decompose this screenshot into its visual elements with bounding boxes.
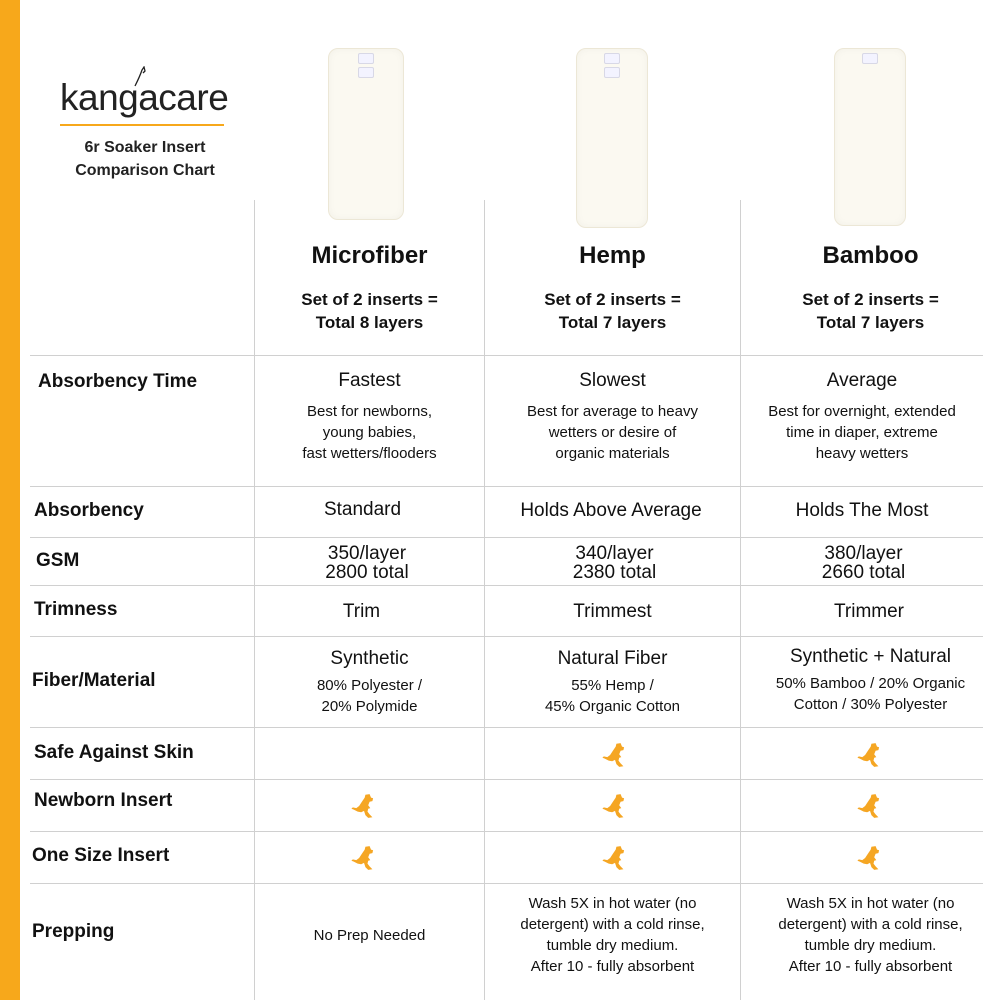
cell-absorbency-bamboo: Holds The Most [795, 500, 929, 521]
desc-line: young babies, [322, 424, 417, 441]
cell-main-text: Natural Fiber [557, 648, 668, 669]
cell-main-text: Slowest [579, 370, 646, 391]
bamboo-insert-image [834, 48, 906, 226]
cell-prepping-bamboo [741, 893, 1000, 977]
subtitle-line-2: Comparison Chart [75, 162, 215, 179]
column-subtitle [741, 288, 1000, 334]
cell-trimness-bamboo: Trimmer [834, 601, 904, 622]
prep-line: After 10 - fully absorbent [530, 958, 695, 975]
grid-hline [30, 831, 983, 832]
cell-main-text: Synthetic + Natural [789, 646, 952, 667]
cell-description [255, 401, 484, 464]
cell-gsm-hemp [485, 544, 744, 582]
column-title: Bamboo [822, 242, 919, 269]
cell-absorbency-microfiber: Standard [323, 499, 402, 520]
subtitle-line-1: 6r Soaker Insert [84, 139, 206, 156]
grid-hline [30, 355, 983, 356]
cell-absorbency-time-microfiber [255, 370, 484, 464]
kangaroo-icon [856, 841, 884, 875]
column-header-hemp [485, 240, 740, 334]
cell-description [741, 401, 983, 464]
column-sub-line-1: Set of 2 inserts = [544, 290, 681, 309]
brand-wordmark: kangacare [60, 77, 229, 118]
row-label-fiber-material: Fiber/Material [32, 670, 156, 691]
hemp-insert-image [576, 48, 648, 228]
column-sub-line-1: Set of 2 inserts = [301, 290, 438, 309]
cell-fiber-microfiber [255, 648, 484, 717]
gsm-per-layer: 350/layer [327, 543, 407, 564]
kangaroo-icon [856, 738, 884, 772]
prep-line: After 10 - fully absorbent [788, 958, 953, 975]
kangaroo-icon [601, 738, 629, 772]
desc-line: Best for average to heavy [527, 403, 698, 420]
cell-prepping-hemp [485, 893, 740, 977]
desc-line: organic materials [555, 445, 670, 462]
desc-line: time in diaper, extreme [786, 424, 938, 441]
column-sub-line-2: Total 8 layers [315, 313, 424, 332]
cell-gsm-microfiber [255, 544, 479, 582]
prep-line: Wash 5X in hot water (no [786, 895, 955, 912]
grid-hline [30, 779, 983, 780]
gsm-total: 2380 total [572, 562, 657, 583]
kangaroo-icon [601, 789, 629, 823]
row-label-prepping: Prepping [32, 921, 115, 942]
prep-line: detergent) with a cold rinse, [778, 916, 963, 933]
kangaroo-icon [350, 789, 378, 823]
desc-line: wetters or desire of [548, 424, 677, 441]
row-label-one-size-insert: One Size Insert [32, 845, 170, 866]
desc-line: Best for newborns, [306, 403, 433, 420]
row-label-absorbency-time: Absorbency Time [38, 371, 198, 392]
cell-absorbency-time-bamboo [741, 370, 983, 464]
desc-line: 45% Organic Cotton [544, 698, 681, 715]
cell-main-text: Synthetic [330, 648, 409, 669]
cell-absorbency-time-hemp [485, 370, 740, 464]
desc-line: heavy wetters [815, 445, 909, 462]
column-header-microfiber [255, 240, 484, 334]
cell-trimness-hemp: Trimmest [573, 601, 652, 622]
kangaroo-logo-icon [130, 66, 152, 88]
cell-gsm-bamboo [741, 544, 986, 582]
desc-line: 55% Hemp / [571, 677, 654, 694]
grid-hline [30, 636, 983, 637]
logo-underline [60, 124, 224, 126]
column-subtitle [485, 288, 740, 334]
cell-description [485, 401, 740, 464]
column-subtitle [255, 288, 484, 334]
grid-hline [30, 486, 983, 487]
kangaroo-icon [601, 841, 629, 875]
desc-line: 20% Polymide [321, 698, 418, 715]
cell-prepping-microfiber: No Prep Needed [313, 927, 426, 944]
accent-side-bar [0, 0, 20, 1000]
cell-fiber-bamboo [741, 646, 1000, 715]
column-title: Microfiber [311, 242, 428, 269]
prep-line: tumble dry medium. [546, 937, 679, 954]
chart-subtitle [60, 136, 230, 182]
row-label-gsm: GSM [36, 550, 80, 571]
brand-logo [60, 78, 230, 182]
gsm-per-layer: 380/layer [824, 543, 903, 564]
column-header-bamboo [741, 240, 1000, 334]
cell-main-text: Average [826, 370, 898, 391]
prep-line: Wash 5X in hot water (no [528, 895, 697, 912]
grid-hline [30, 883, 983, 884]
row-label-newborn-insert: Newborn Insert [34, 790, 173, 811]
desc-line: 80% Polyester / [316, 677, 423, 694]
row-label-trimness: Trimness [34, 599, 118, 620]
grid-hline [30, 585, 983, 586]
prep-line: detergent) with a cold rinse, [520, 916, 705, 933]
microfiber-insert-image [328, 48, 404, 220]
desc-line: Cotton / 30% Polyester [793, 696, 948, 713]
grid-hline [30, 537, 983, 538]
cell-main-text: Fastest [338, 370, 401, 391]
desc-line: Best for overnight, extended [768, 403, 956, 420]
cell-description [255, 675, 484, 717]
cell-fiber-hemp [485, 648, 740, 717]
cell-trimness-microfiber: Trim [342, 601, 381, 622]
cell-description [485, 675, 740, 717]
kangaroo-icon [350, 841, 378, 875]
column-sub-line-2: Total 7 layers [816, 313, 925, 332]
gsm-total: 2800 total [325, 562, 409, 583]
column-title: Hemp [579, 242, 646, 269]
gsm-total: 2660 total [821, 562, 906, 583]
column-sub-line-2: Total 7 layers [558, 313, 667, 332]
cell-description [741, 673, 1000, 715]
prep-line: tumble dry medium. [804, 937, 937, 954]
cell-absorbency-hemp: Holds Above Average [520, 500, 702, 521]
desc-line: 50% Bamboo / 20% Organic [775, 675, 966, 692]
desc-line: fast wetters/flooders [302, 445, 437, 462]
column-sub-line-1: Set of 2 inserts = [802, 290, 939, 309]
grid-hline [30, 727, 983, 728]
gsm-per-layer: 340/layer [575, 543, 654, 564]
kangaroo-icon [856, 789, 884, 823]
row-label-absorbency: Absorbency [34, 500, 144, 521]
row-label-safe-against-skin: Safe Against Skin [34, 742, 194, 763]
